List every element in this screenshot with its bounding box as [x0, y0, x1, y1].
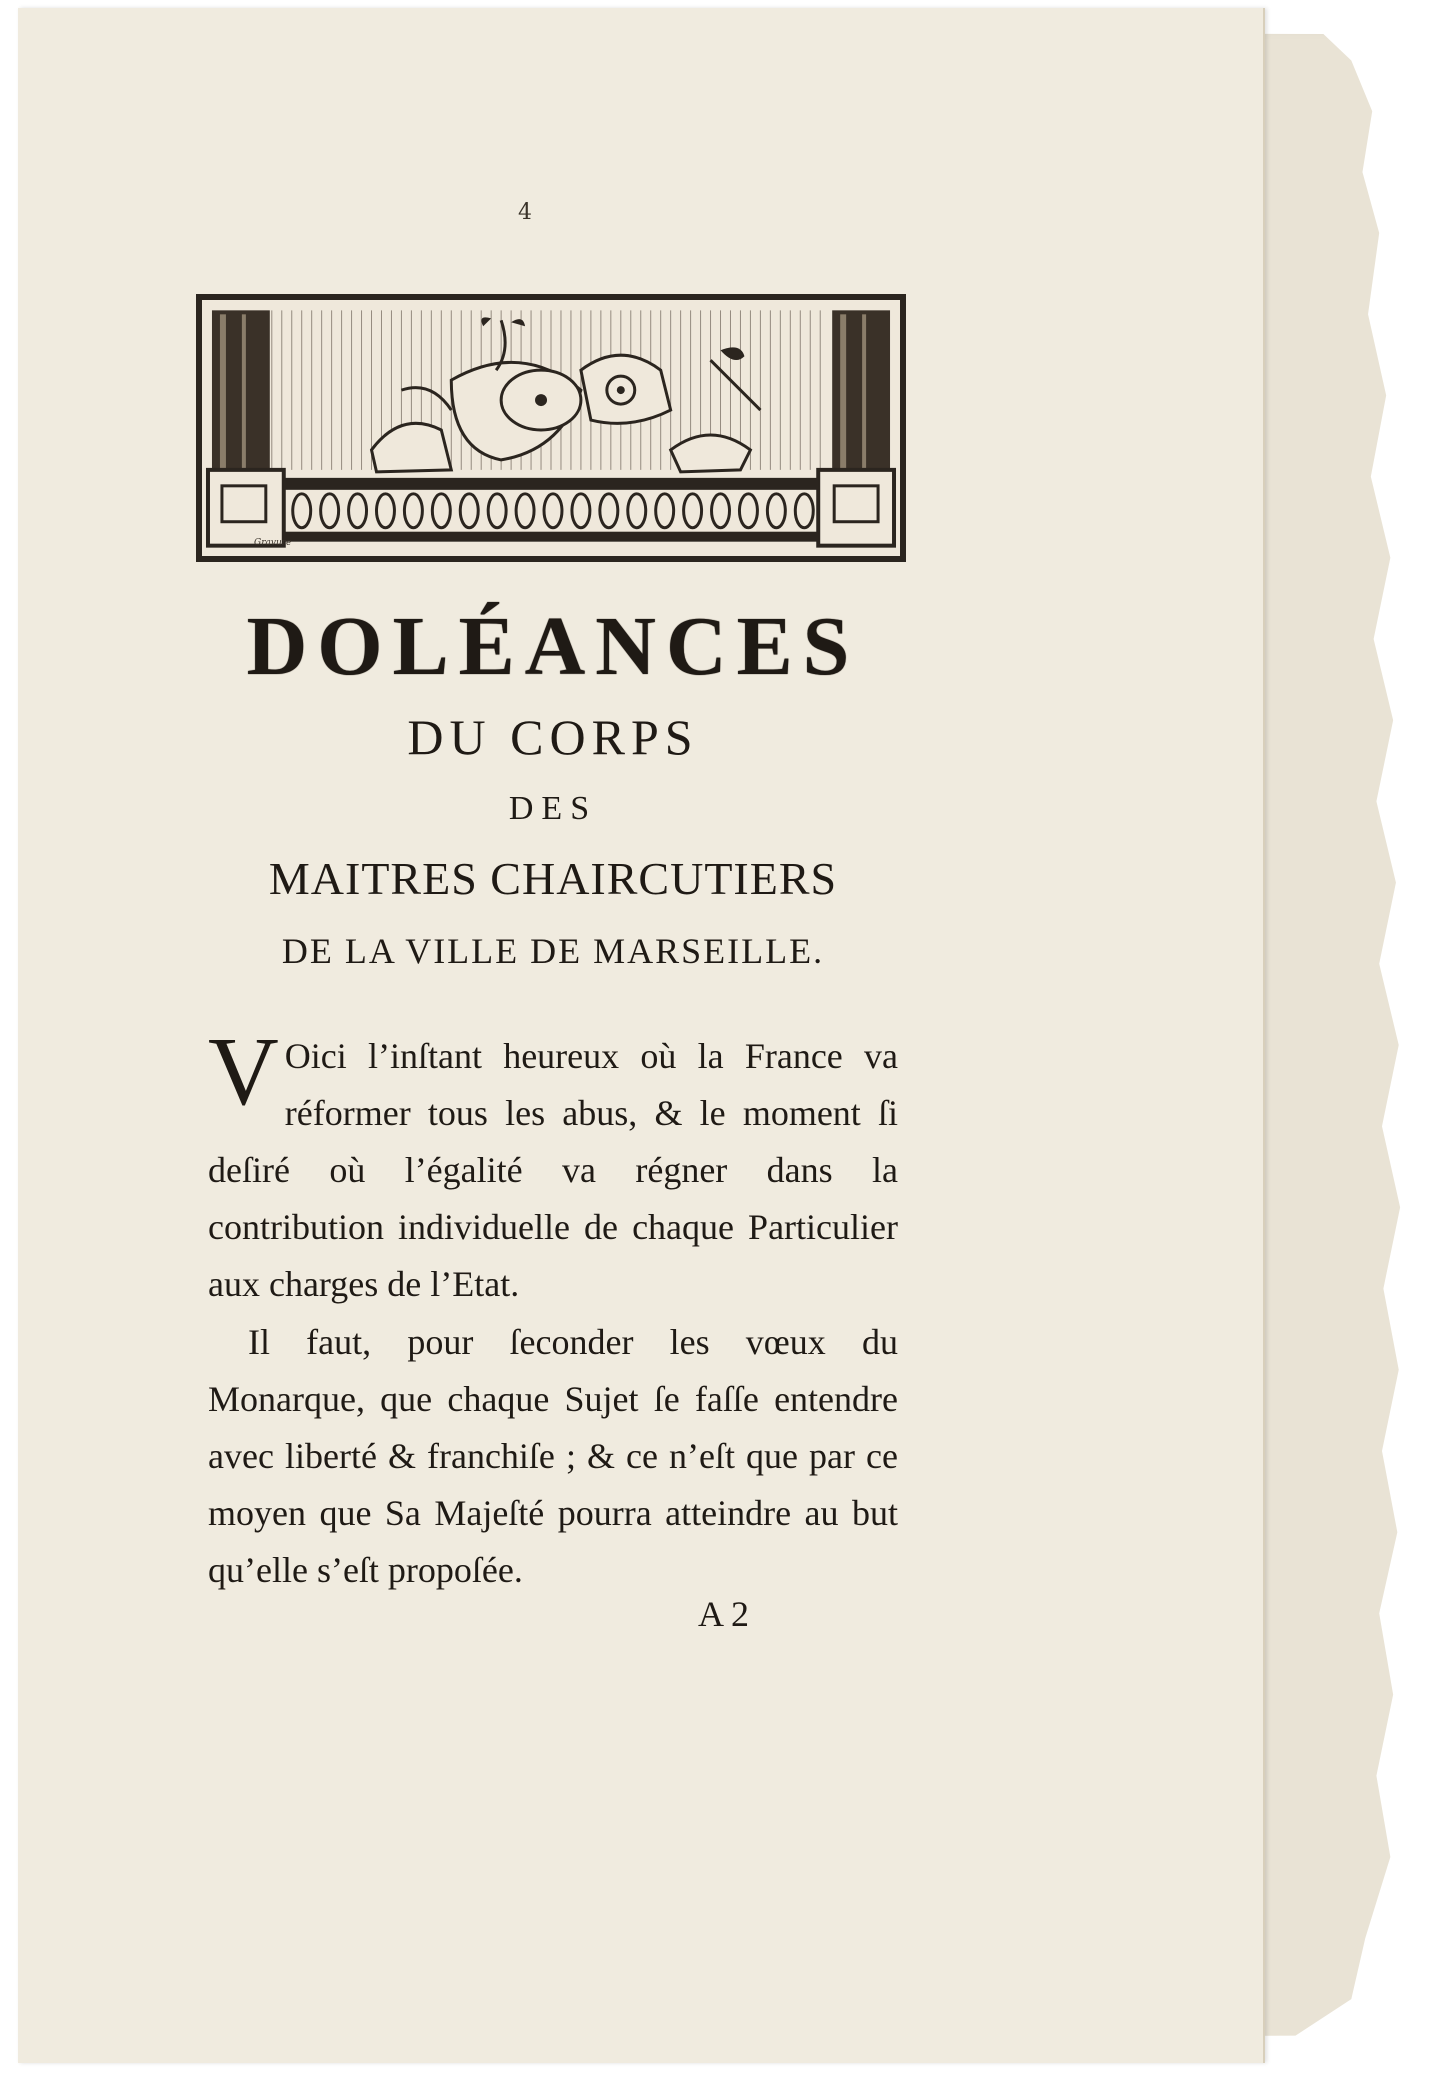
folio-number: 4: [518, 200, 532, 225]
subtitle-line-3: MAITRES CHAIRCUTIERS: [268, 853, 838, 904]
drop-cap: V: [208, 1018, 279, 1126]
signature-mark: A 2: [698, 1594, 750, 1634]
paragraph-1-text: Oici l’inſtant heureux où la France va réformer tous les abus, & le moment ſi deſiré où l’égalité va régner dans la contribution individuelle de chaque Particulier aux charges de l’Etat.: [208, 1036, 898, 1304]
subtitle-line-4: DE LA VILLE DE MARSEILLE.: [281, 931, 825, 971]
page-title: DOLÉANCES: [246, 600, 860, 693]
paragraph-2: Il faut, pour ſeconder les vœux du Monarque, que chaque Sujet ſe faſſe entendre avec liberté & franchiſe ; & ce n’eſt que par ce moyen que Sa Majeſté pourra atteindre au but qu’elle s’eſt propoſée.: [208, 1322, 898, 1590]
subtitle-line-1: DU CORPS: [407, 709, 699, 765]
paragraph-1: [208, 1018, 898, 1313]
engraver-signature: Gravure: [254, 538, 292, 548]
subtitle-line-2: DES: [508, 790, 598, 827]
printed-page: [18, 8, 1265, 2063]
ornamental-trophy-icon: [202, 300, 900, 556]
engraved-headpiece: [196, 294, 906, 562]
